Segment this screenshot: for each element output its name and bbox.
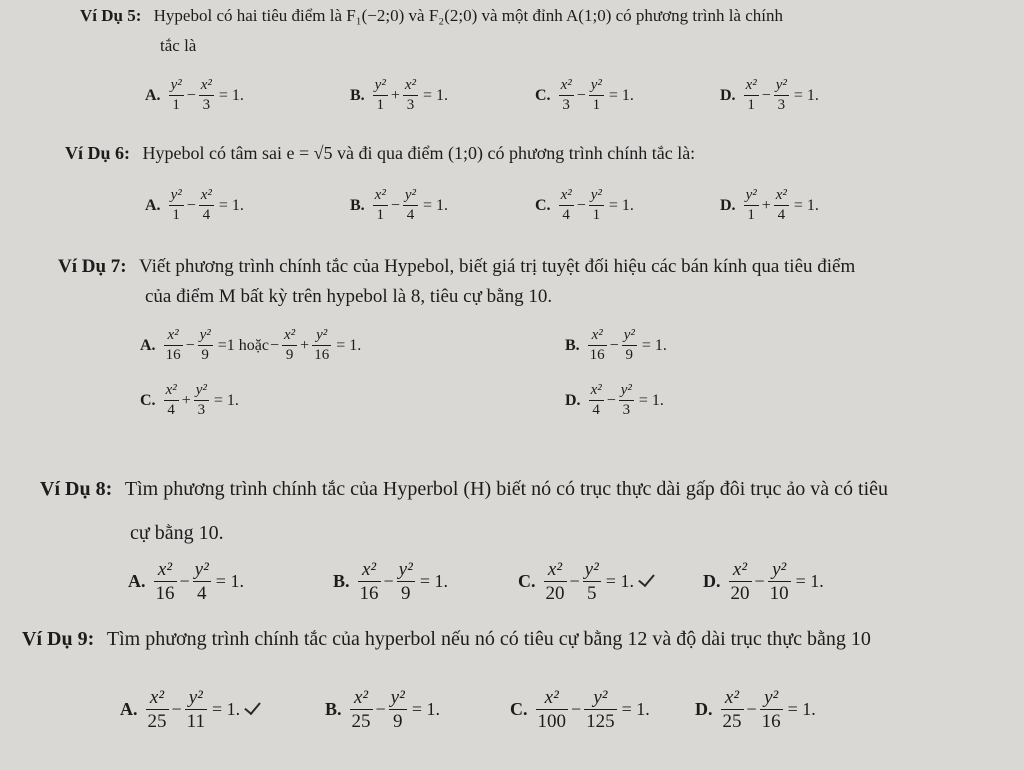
- answer-option: [128, 560, 333, 603]
- fraction-bar: [169, 205, 184, 206]
- answer-option: [333, 560, 518, 603]
- fraction: [373, 188, 388, 223]
- fraction: [194, 383, 209, 418]
- fraction-denominator: 16: [589, 347, 605, 363]
- fraction-bar: [358, 581, 381, 582]
- answer-option: [510, 688, 695, 731]
- fraction: [199, 78, 214, 113]
- fraction: [622, 328, 637, 363]
- fraction-numerator: y²: [775, 77, 787, 93]
- example-5-line1: [80, 6, 783, 26]
- fraction: [768, 560, 791, 603]
- fraction-numerator: x²: [547, 559, 563, 580]
- fraction-denominator: 1: [747, 97, 755, 113]
- fraction-numerator: y²: [772, 559, 787, 580]
- fraction: [544, 560, 567, 603]
- example-6-line1: [65, 143, 695, 164]
- operator-sign: +: [390, 86, 400, 104]
- operator-sign: −: [383, 571, 394, 591]
- fraction: [589, 78, 604, 113]
- fraction-bar: [146, 709, 169, 710]
- fraction-denominator: 11: [186, 711, 205, 732]
- option-letter: C.: [518, 571, 536, 591]
- fraction-numerator: y²: [194, 559, 209, 580]
- fraction-numerator: y²: [623, 327, 635, 343]
- fraction-numerator: y²: [404, 187, 417, 203]
- fraction-denominator: 9: [285, 347, 294, 363]
- example-9-label: Ví Dụ 9:: [22, 628, 95, 650]
- example-7-label: Ví Dụ 7:: [58, 256, 127, 277]
- fraction-denominator: 100: [537, 711, 566, 732]
- example-6-text-1: Hypebol có tâm sai e = √5 và đi qua điểm (1;0) có phương trình chính tắc là:: [142, 143, 696, 163]
- equation-suffix: = 1.: [608, 196, 634, 214]
- fraction-bar: [199, 95, 214, 96]
- equation-suffix: = 1.: [218, 196, 244, 214]
- fraction: [760, 688, 783, 731]
- answer-option: [145, 78, 350, 113]
- fraction-numerator: y²: [593, 687, 608, 708]
- equation-suffix: = 1.: [213, 391, 239, 409]
- operator-sign: −: [576, 196, 586, 214]
- fraction-denominator: 3: [202, 97, 211, 113]
- answer-option: [535, 188, 720, 223]
- fraction-numerator: x²: [167, 327, 179, 343]
- fraction: [154, 560, 177, 603]
- operator-sign: +: [300, 336, 310, 354]
- fraction: [389, 688, 407, 731]
- fraction-bar: [373, 205, 388, 206]
- fraction-denominator: 1: [376, 207, 384, 223]
- fraction: [774, 188, 789, 223]
- fraction-numerator: y²: [188, 687, 203, 708]
- fraction-numerator: y²: [199, 327, 211, 343]
- example-7-text-1: Viết phương trình chính tắc của Hypebol, biết giá trị tuyệt đối hiệu các bán kính qua tiêu điểm: [139, 256, 856, 277]
- fraction: [536, 688, 569, 731]
- fraction-numerator: y²: [590, 77, 602, 93]
- example-8-options: [128, 560, 893, 603]
- fraction: [146, 688, 169, 731]
- fraction-numerator: x²: [590, 382, 602, 398]
- fraction-denominator: 5: [586, 583, 597, 604]
- fraction-bar: [397, 581, 415, 582]
- answer-option: [565, 383, 895, 418]
- fraction-numerator: x²: [775, 187, 787, 203]
- operator-sign: −: [609, 336, 619, 354]
- fraction: [164, 383, 179, 418]
- fraction-bar: [536, 709, 569, 710]
- fraction-bar: [588, 345, 607, 346]
- fraction-denominator: 3: [197, 402, 206, 418]
- fraction: [403, 188, 418, 223]
- equation-suffix: = 1.: [793, 196, 819, 214]
- fraction-bar: [544, 581, 567, 582]
- fraction-numerator: x²: [200, 77, 212, 93]
- fraction-numerator: y²: [170, 77, 182, 93]
- equation-suffix: = 1.: [605, 571, 634, 591]
- fraction: [589, 383, 604, 418]
- answer-option: [350, 78, 535, 113]
- operator-sign: −: [390, 196, 400, 214]
- fraction-bar: [619, 400, 634, 401]
- operator-sign: −: [746, 699, 757, 719]
- fraction-denominator: 4: [167, 402, 175, 418]
- fraction-denominator: 3: [777, 97, 786, 113]
- example-9-line1: [22, 628, 871, 651]
- fraction-numerator: x²: [165, 382, 177, 398]
- fraction-denominator: 4: [562, 207, 570, 223]
- example-5-text-1: Hypebol có hai tiêu điểm là F₁(−2;0) và F₂(2;0) và một đỉnh A(1;0) có phương trình là chính: [153, 6, 783, 25]
- fraction-denominator: 3: [562, 97, 570, 113]
- fraction: [169, 188, 184, 223]
- equation-suffix: = 1.: [795, 571, 824, 591]
- fraction-bar: [589, 95, 604, 96]
- option-letter: A.: [145, 196, 161, 214]
- fraction-bar: [198, 345, 213, 346]
- equation-suffix: = 1.: [608, 86, 634, 104]
- fraction-denominator: 1: [172, 97, 180, 113]
- fraction-numerator: y²: [316, 327, 328, 343]
- fraction-bar: [185, 709, 207, 710]
- example-8-line2: cự bằng 10.: [130, 522, 224, 544]
- fraction-numerator: x²: [200, 187, 212, 203]
- equation-suffix: = 1.: [638, 391, 664, 409]
- fraction-denominator: 9: [392, 711, 403, 732]
- fraction-numerator: x²: [591, 327, 603, 343]
- fraction-bar: [774, 205, 789, 206]
- fraction-numerator: y²: [374, 77, 386, 93]
- option-letter: C.: [535, 196, 551, 214]
- fraction-numerator: x²: [157, 559, 173, 580]
- answer-option: [720, 78, 910, 113]
- fraction-denominator: 3: [622, 402, 631, 418]
- example-9-text-1: Tìm phương trình chính tắc của hyperbol nếu nó có tiêu cự bằng 12 và độ dài trục thực bằng 10: [106, 628, 871, 650]
- fraction-denominator: 4: [592, 402, 600, 418]
- fraction: [164, 328, 183, 363]
- fraction: [559, 188, 574, 223]
- fraction-bar: [164, 400, 179, 401]
- operator-sign: −: [185, 336, 195, 354]
- answer-option: [350, 188, 535, 223]
- fraction: [373, 78, 388, 113]
- fraction: [185, 688, 207, 731]
- fraction-bar: [199, 205, 214, 206]
- equation-suffix: =1 hoặc: [217, 336, 269, 354]
- equation-suffix: = 1.: [411, 699, 440, 719]
- fraction-bar: [312, 345, 331, 346]
- fraction-bar: [282, 345, 297, 346]
- fraction-denominator: 9: [625, 347, 634, 363]
- example-8-text-1: Tìm phương trình chính tắc của Hyperbol (H) biết nó có trục thực dài gấp đôi trục ảo và có tiêu: [124, 478, 889, 500]
- fraction-denominator: 3: [406, 97, 415, 113]
- equation-suffix: = 1.: [787, 699, 816, 719]
- fraction-bar: [721, 709, 744, 710]
- option-letter: B.: [333, 571, 350, 591]
- fraction-numerator: x²: [544, 687, 559, 708]
- fraction-numerator: x²: [560, 77, 572, 93]
- fraction-denominator: 20: [730, 583, 750, 604]
- operator-sign: −: [576, 86, 586, 104]
- fraction-denominator: 1: [592, 97, 601, 113]
- fraction: [744, 78, 759, 113]
- fraction-numerator: y²: [390, 687, 405, 708]
- fraction-denominator: 16: [314, 347, 330, 363]
- example-6-label: Ví Dụ 6:: [65, 143, 131, 163]
- fraction: [584, 688, 617, 731]
- fraction-denominator: 16: [761, 711, 781, 732]
- fraction: [199, 188, 214, 223]
- fraction-numerator: x²: [149, 687, 165, 708]
- fraction: [282, 328, 297, 363]
- fraction-numerator: x²: [353, 687, 369, 708]
- answer-option: [120, 688, 325, 731]
- operator-sign: −: [171, 699, 182, 719]
- fraction-denominator: 25: [147, 711, 167, 732]
- option-letter: A.: [120, 699, 138, 719]
- equation-suffix: = 1.: [336, 336, 362, 354]
- option-letter: D.: [703, 571, 721, 591]
- operator-sign: −: [179, 571, 190, 591]
- fraction: [403, 78, 418, 113]
- operator-sign: −: [754, 571, 765, 591]
- fraction-bar: [403, 205, 418, 206]
- fraction-bar: [768, 581, 791, 582]
- fraction-numerator: y²: [745, 187, 757, 203]
- equation-suffix: = 1.: [621, 699, 650, 719]
- fraction-bar: [559, 205, 574, 206]
- fraction-denominator: 20: [545, 583, 565, 604]
- fraction: [619, 383, 634, 418]
- fraction-numerator: y²: [584, 559, 599, 580]
- answer-option: [145, 188, 350, 223]
- fraction-numerator: x²: [374, 187, 386, 203]
- fraction-denominator: 16: [165, 347, 181, 363]
- fraction-bar: [194, 400, 209, 401]
- fraction: [193, 560, 211, 603]
- fraction-bar: [760, 709, 783, 710]
- answer-option: [325, 688, 510, 731]
- fraction-bar: [389, 709, 407, 710]
- option-letter: A.: [145, 86, 161, 104]
- fraction-bar: [154, 581, 177, 582]
- fraction-numerator: x²: [560, 187, 572, 203]
- fraction-denominator: 9: [400, 583, 411, 604]
- option-letter: A.: [140, 336, 156, 354]
- fraction: [744, 188, 759, 223]
- fraction-numerator: y²: [620, 382, 632, 398]
- fraction-denominator: 1: [747, 207, 755, 223]
- fraction: [312, 328, 331, 363]
- operator-sign: +: [181, 391, 191, 409]
- option-letter: B.: [350, 196, 365, 214]
- fraction-bar: [729, 581, 752, 582]
- fraction-denominator: 16: [359, 583, 379, 604]
- option-letter: A.: [128, 571, 146, 591]
- equation-suffix: = 1.: [211, 699, 241, 719]
- fraction-bar: [589, 205, 604, 206]
- fraction: [583, 560, 601, 603]
- option-letter: D.: [695, 699, 713, 719]
- option-letter: C.: [510, 699, 528, 719]
- example-6-options: [145, 188, 910, 223]
- answer-option: [720, 188, 910, 223]
- fraction: [559, 78, 574, 113]
- example-8-line1: [40, 478, 888, 501]
- answer-option: [695, 688, 885, 731]
- fraction-denominator: 1: [172, 207, 180, 223]
- fraction: [721, 688, 744, 731]
- option-letter: B.: [565, 336, 580, 354]
- fraction: [589, 188, 604, 223]
- fraction-numerator: y²: [195, 382, 207, 398]
- fraction: [774, 78, 789, 113]
- option-letter: D.: [720, 196, 736, 214]
- example-8-label: Ví Dụ 8:: [40, 478, 113, 500]
- fraction: [350, 688, 373, 731]
- fraction-numerator: y²: [170, 187, 182, 203]
- example-7-line2: của điểm M bất kỳ trên hypebol là 8, tiêu cự bằng 10.: [145, 286, 553, 307]
- fraction-bar: [584, 709, 617, 710]
- checkmark-icon: [244, 698, 261, 715]
- fraction-numerator: x²: [361, 559, 377, 580]
- equation-suffix: = 1.: [423, 86, 449, 104]
- checkmark-icon: [638, 570, 655, 587]
- example-7-options: [140, 328, 895, 418]
- fraction-numerator: x²: [284, 327, 296, 343]
- fraction-bar: [589, 400, 604, 401]
- operator-sign: −: [571, 699, 582, 719]
- example-5-label: Ví Dụ 5:: [80, 6, 142, 25]
- fraction-numerator: y²: [590, 187, 602, 203]
- fraction-numerator: x²: [732, 559, 748, 580]
- fraction-bar: [744, 205, 759, 206]
- operator-sign: −: [186, 86, 196, 104]
- fraction-numerator: y²: [398, 559, 413, 580]
- fraction: [358, 560, 381, 603]
- fraction-denominator: 25: [351, 711, 371, 732]
- fraction-denominator: 16: [155, 583, 175, 604]
- operator-sign: +: [761, 196, 771, 214]
- fraction-bar: [169, 95, 184, 96]
- operator-sign: −: [375, 699, 386, 719]
- fraction-denominator: 1: [376, 97, 384, 113]
- fraction: [198, 328, 213, 363]
- operator-sign: −: [569, 571, 580, 591]
- example-5-options: [145, 78, 910, 113]
- fraction-bar: [774, 95, 789, 96]
- fraction-bar: [744, 95, 759, 96]
- option-letter: C.: [140, 391, 156, 409]
- operator-sign: −: [606, 391, 616, 409]
- example-9-options: [120, 688, 885, 731]
- equation-suffix: = 1.: [218, 86, 244, 104]
- fraction-denominator: 4: [777, 207, 786, 223]
- fraction-denominator: 4: [196, 583, 207, 604]
- equation-suffix: = 1.: [423, 196, 449, 214]
- option-letter: B.: [350, 86, 365, 104]
- fraction-denominator: 25: [722, 711, 742, 732]
- fraction: [729, 560, 752, 603]
- fraction-bar: [583, 581, 601, 582]
- fraction-denominator: 1: [592, 207, 601, 223]
- fraction-bar: [164, 345, 183, 346]
- example-5-line2: tắc là: [160, 36, 197, 55]
- option-letter: D.: [720, 86, 736, 104]
- example-7-line1: [58, 256, 855, 278]
- answer-option: [535, 78, 720, 113]
- fraction-bar: [193, 581, 211, 582]
- answer-option: [140, 383, 565, 418]
- fraction: [169, 78, 184, 113]
- fraction-denominator: 125: [586, 711, 615, 732]
- fraction-bar: [373, 95, 388, 96]
- answer-option: [565, 328, 895, 363]
- answer-option: [518, 560, 703, 603]
- fraction: [588, 328, 607, 363]
- equation-suffix: = 1.: [641, 336, 667, 354]
- operator-sign: −: [269, 336, 280, 354]
- option-letter: C.: [535, 86, 551, 104]
- fraction-bar: [350, 709, 373, 710]
- option-letter: D.: [565, 391, 581, 409]
- fraction-bar: [403, 95, 418, 96]
- fraction: [397, 560, 415, 603]
- fraction-denominator: 4: [406, 207, 415, 223]
- fraction-numerator: y²: [764, 687, 779, 708]
- equation-suffix: = 1.: [419, 571, 448, 591]
- fraction-bar: [559, 95, 574, 96]
- operator-sign: −: [186, 196, 196, 214]
- fraction-numerator: x²: [724, 687, 740, 708]
- equation-suffix: = 1.: [793, 86, 819, 104]
- fraction-denominator: 4: [202, 207, 211, 223]
- equation-suffix: = 1.: [215, 571, 244, 591]
- fraction-bar: [622, 345, 637, 346]
- answer-option: [703, 560, 893, 603]
- fraction-numerator: x²: [404, 77, 417, 93]
- fraction-denominator: 10: [769, 583, 789, 604]
- operator-sign: −: [761, 86, 771, 104]
- fraction-numerator: x²: [745, 77, 757, 93]
- option-letter: B.: [325, 699, 342, 719]
- answer-option: [140, 328, 565, 363]
- fraction-denominator: 9: [201, 347, 209, 363]
